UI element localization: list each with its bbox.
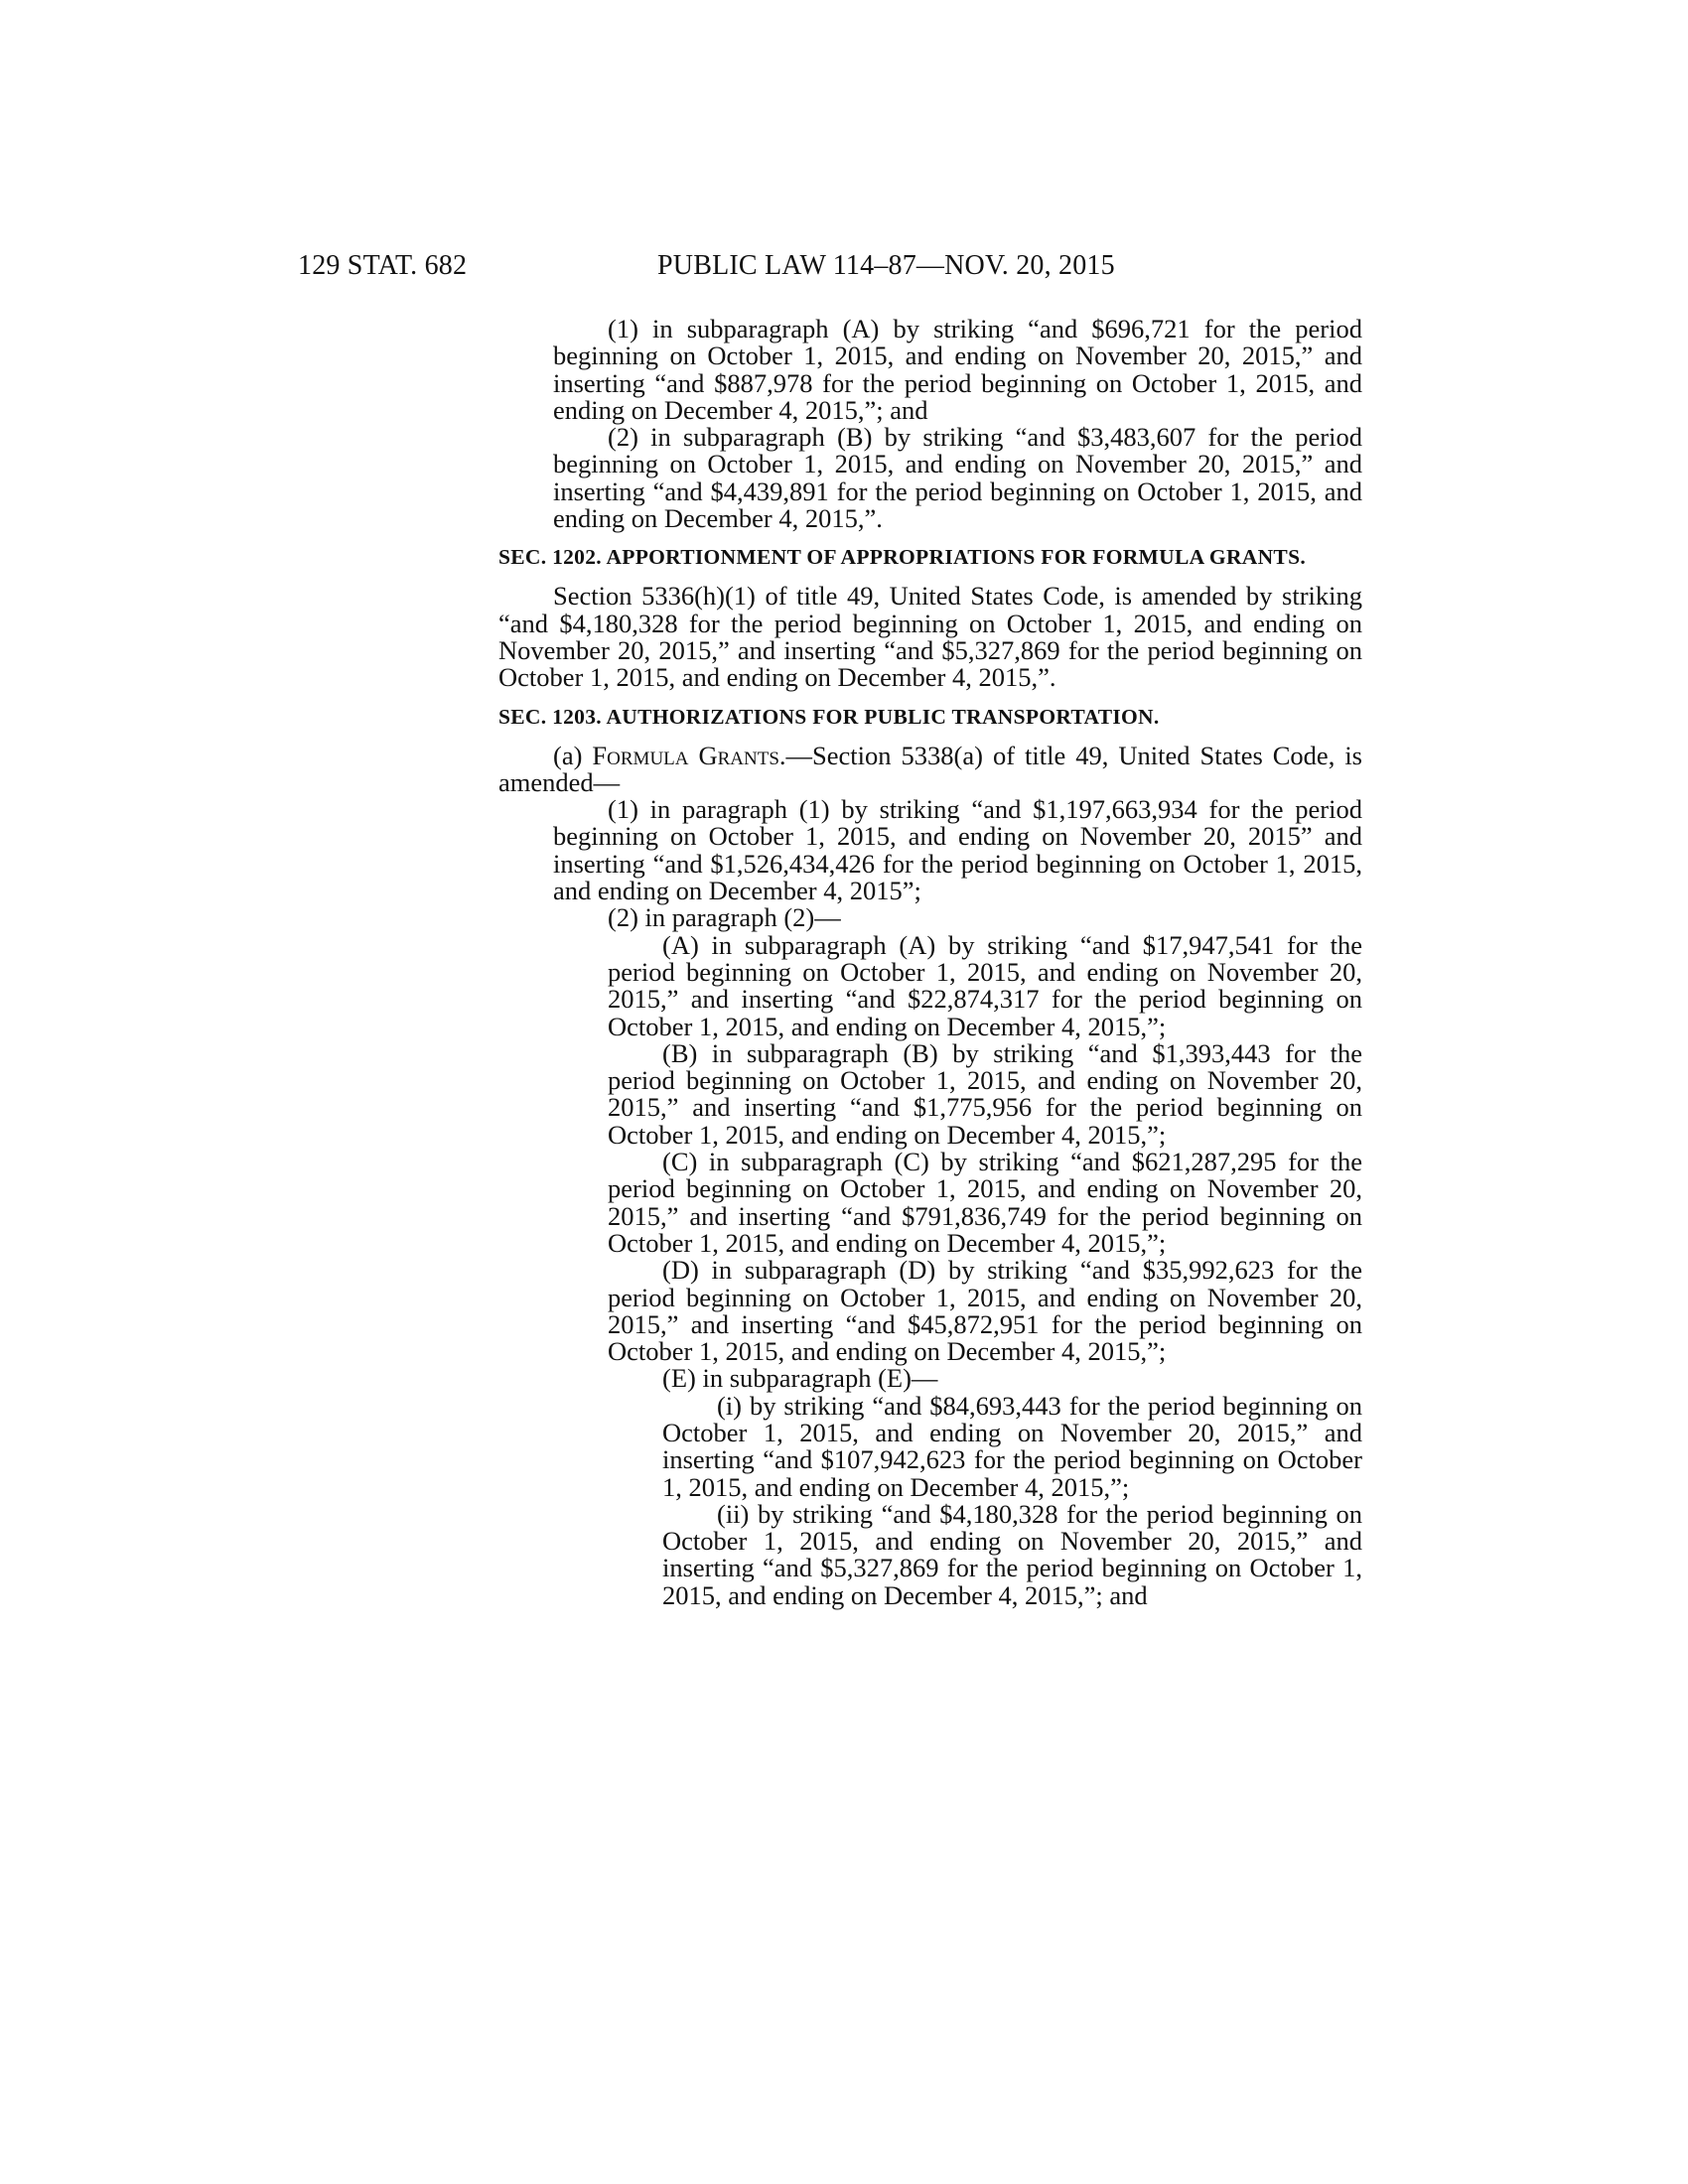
document-body	[498, 316, 1362, 1609]
paragraph-intro-1: (1) in subparagraph (A) by striking “and $696,721 for the period beginning on October 1, 2015, and ending on November 20, 2015,” and inserting “and $887,978 for the period beginning on October 1, 2015, and ending on December 4, 2015,”; and	[553, 314, 1362, 425]
subparagraph-d: (D) in subparagraph (D) by striking “and $35,992,623 for the period beginning on October 1, 2015, and ending on November 20, 2015,” and inserting “and $45,872,951 for the period beginning on October 1, 2015, and ending on December 4, 2015,”;	[608, 1255, 1362, 1367]
subparagraph-e: (E) in subparagraph (E)—	[662, 1363, 938, 1394]
section-1202-text: Section 5336(h)(1) of title 49, United States Code, is amended by striking “and $4,180,328 for the period beginning on October 1, 2015, and ending on November 20, 2015,” and inserting “and $5,327,869 for the period beginning on October 1, 2015, and ending on December 4, 2015,”.	[498, 581, 1362, 693]
subparagraph-a: (A) in subparagraph (A) by striking “and $17,947,541 for the period beginning on October 1, 2015, and ending on November 20, 2015,” and inserting “and $22,874,317 for the period beginning on October 1, 2015, and ending on December 4, 2015,”;	[608, 929, 1362, 1041]
section-1203-heading: SEC. 1203. AUTHORIZATIONS FOR PUBLIC TRANSPORTATION.	[498, 704, 1160, 729]
public-law-reference: PUBLIC LAW 114–87—NOV. 20, 2015	[657, 250, 1115, 281]
page-header	[298, 250, 1291, 290]
subsection-label: (a)	[553, 740, 593, 770]
subparagraph-b: (B) in subparagraph (B) by striking “and $1,393,443 for the period beginning on October 1, 2015, and ending on November 20, 2015,” and inserting “and $1,775,956 for the period beginning on October 1, 2015, and ending on December 4, 2015,”;	[608, 1037, 1362, 1150]
subsection-caption: Formula Grants	[592, 740, 779, 770]
section-1202-heading: SEC. 1202. APPORTIONMENT OF APPROPRIATIONS FOR FORMULA GRANTS.	[498, 545, 1306, 570]
paragraph-2: (2) in paragraph (2)—	[608, 902, 841, 933]
paragraph-intro-2: (2) in subparagraph (B) by striking “and $3,483,607 for the period beginning on October 1, 2015, and ending on November 20, 2015,” and inserting “and $4,439,891 for the period beginning on October 1, 2015, and ending on December 4, 2015,”.	[553, 422, 1362, 534]
section-1203-a	[498, 740, 1362, 797]
subsection-text: .—Section 5338(a) of title 49, United States Code, is amended—	[498, 740, 1362, 797]
clause-ii: (ii) by striking “and $4,180,328 for the period beginning on October 1, 2015, and ending on November 20, 2015,” and inserting “and $5,327,869 for the period beginning on October 1, 2015, and ending on December 4, 2015,”; and	[662, 1498, 1362, 1610]
paragraph-1: (1) in paragraph (1) by striking “and $1,197,663,934 for the period beginning on October 1, 2015, and ending on November 20, 2015” and inserting “and $1,526,434,426 for the period beginning on October 1, 2015, and ending on December 4, 2015”;	[553, 794, 1362, 906]
clause-i: (i) by striking “and $84,693,443 for the period beginning on October 1, 2015, and ending on November 20, 2015,” and inserting “and $107,942,623 for the period beginning on October 1, 2015, and ending on December 4, 2015,”;	[662, 1390, 1362, 1502]
subparagraph-c: (C) in subparagraph (C) by striking “and $621,287,295 for the period beginning on October 1, 2015, and ending on November 20, 2015,” and inserting “and $791,836,749 for the period beginning on October 1, 2015, and ending on December 4, 2015,”;	[608, 1147, 1362, 1258]
statute-reference: 129 STAT. 682	[298, 250, 468, 281]
